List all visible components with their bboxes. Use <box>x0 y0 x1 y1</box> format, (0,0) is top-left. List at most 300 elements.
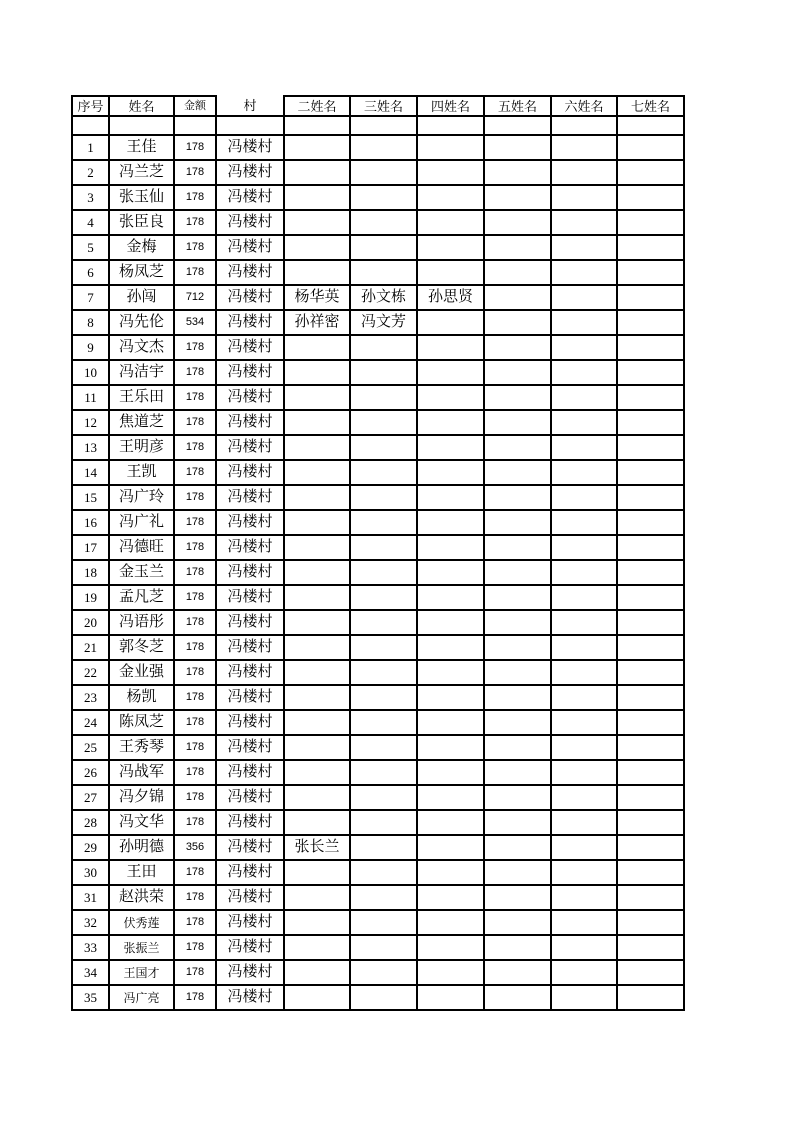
cell-extra-name-5 <box>484 585 551 610</box>
cell-extra-name-2 <box>284 160 350 185</box>
cell-extra-name-6 <box>551 985 617 1010</box>
cell-extra-name-6 <box>551 710 617 735</box>
cell-extra-name-5 <box>484 835 551 860</box>
cell-serial: 25 <box>72 735 109 760</box>
cell-village: 冯楼村 <box>216 260 284 285</box>
cell-amount: 178 <box>174 260 216 285</box>
cell-extra-name-7 <box>617 585 684 610</box>
cell-extra-name-7 <box>617 285 684 310</box>
cell-extra-name-3 <box>350 135 417 160</box>
cell-extra-name-5 <box>484 560 551 585</box>
cell-extra-name-6 <box>551 510 617 535</box>
spacer-row <box>72 116 684 135</box>
cell-extra-name-2 <box>284 935 350 960</box>
cell-serial: 28 <box>72 810 109 835</box>
cell-extra-name-2 <box>284 760 350 785</box>
table-row <box>72 610 684 635</box>
cell-serial: 33 <box>72 935 109 960</box>
cell-extra-name-4 <box>417 260 484 285</box>
cell-extra-name-5 <box>484 735 551 760</box>
cell-extra-name-3 <box>350 935 417 960</box>
cell-extra-name-3 <box>350 685 417 710</box>
cell-amount: 178 <box>174 910 216 935</box>
cell-extra-name-4 <box>417 760 484 785</box>
spacer-cell <box>109 116 174 135</box>
cell-extra-name-4 <box>417 160 484 185</box>
cell-extra-name-3 <box>350 835 417 860</box>
cell-extra-name-4 <box>417 910 484 935</box>
cell-name: 张玉仙 <box>109 185 174 210</box>
cell-extra-name-7 <box>617 835 684 860</box>
cell-extra-name-6 <box>551 335 617 360</box>
cell-amount: 178 <box>174 960 216 985</box>
cell-extra-name-2: 杨华英 <box>284 285 350 310</box>
cell-village: 冯楼村 <box>216 535 284 560</box>
cell-extra-name-4 <box>417 210 484 235</box>
cell-name: 冯文杰 <box>109 335 174 360</box>
table-row <box>72 835 684 860</box>
cell-extra-name-3 <box>350 735 417 760</box>
cell-name: 焦道芝 <box>109 410 174 435</box>
cell-extra-name-7 <box>617 310 684 335</box>
cell-extra-name-3 <box>350 910 417 935</box>
cell-name: 郭冬芝 <box>109 635 174 660</box>
cell-village: 冯楼村 <box>216 510 284 535</box>
table-row <box>72 635 684 660</box>
cell-amount: 178 <box>174 460 216 485</box>
cell-extra-name-2 <box>284 260 350 285</box>
cell-extra-name-4 <box>417 235 484 260</box>
cell-extra-name-7 <box>617 860 684 885</box>
cell-extra-name-3 <box>350 810 417 835</box>
cell-village: 冯楼村 <box>216 335 284 360</box>
spacer-cell <box>484 116 551 135</box>
cell-extra-name-3 <box>350 535 417 560</box>
cell-extra-name-6 <box>551 260 617 285</box>
cell-amount: 178 <box>174 610 216 635</box>
cell-village: 冯楼村 <box>216 460 284 485</box>
cell-extra-name-2 <box>284 610 350 635</box>
cell-extra-name-6 <box>551 610 617 635</box>
cell-extra-name-2 <box>284 210 350 235</box>
cell-extra-name-4 <box>417 635 484 660</box>
spacer-cell <box>350 116 417 135</box>
cell-extra-name-7 <box>617 935 684 960</box>
cell-extra-name-4 <box>417 710 484 735</box>
spacer-cell <box>617 116 684 135</box>
cell-village: 冯楼村 <box>216 735 284 760</box>
cell-extra-name-2 <box>284 335 350 360</box>
cell-name: 杨凯 <box>109 685 174 710</box>
cell-village: 冯楼村 <box>216 710 284 735</box>
cell-name: 孙闯 <box>109 285 174 310</box>
cell-village: 冯楼村 <box>216 410 284 435</box>
cell-serial: 16 <box>72 510 109 535</box>
cell-extra-name-6 <box>551 160 617 185</box>
cell-name: 王田 <box>109 860 174 885</box>
cell-serial: 20 <box>72 610 109 635</box>
cell-name: 冯文华 <box>109 810 174 835</box>
cell-extra-name-4 <box>417 485 484 510</box>
cell-extra-name-5 <box>484 360 551 385</box>
cell-extra-name-4 <box>417 335 484 360</box>
cell-extra-name-3 <box>350 335 417 360</box>
table-row <box>72 860 684 885</box>
cell-amount: 178 <box>174 710 216 735</box>
cell-extra-name-5 <box>484 885 551 910</box>
table-row <box>72 310 684 335</box>
cell-extra-name-5 <box>484 860 551 885</box>
cell-serial: 5 <box>72 235 109 260</box>
cell-amount: 178 <box>174 435 216 460</box>
cell-extra-name-4 <box>417 510 484 535</box>
cell-extra-name-5 <box>484 210 551 235</box>
table-row <box>72 760 684 785</box>
cell-extra-name-4 <box>417 185 484 210</box>
cell-village: 冯楼村 <box>216 135 284 160</box>
cell-extra-name-3 <box>350 435 417 460</box>
table-row <box>72 285 684 310</box>
cell-amount: 178 <box>174 510 216 535</box>
cell-extra-name-5 <box>484 985 551 1010</box>
cell-extra-name-3: 冯文芳 <box>350 310 417 335</box>
cell-extra-name-5 <box>484 960 551 985</box>
spacer-cell <box>174 116 216 135</box>
cell-name: 孙明德 <box>109 835 174 860</box>
cell-extra-name-3 <box>350 760 417 785</box>
table-row <box>72 185 684 210</box>
cell-amount: 178 <box>174 685 216 710</box>
cell-name: 金玉兰 <box>109 560 174 585</box>
cell-village: 冯楼村 <box>216 935 284 960</box>
cell-extra-name-6 <box>551 635 617 660</box>
cell-extra-name-7 <box>617 135 684 160</box>
cell-extra-name-3 <box>350 185 417 210</box>
cell-extra-name-5 <box>484 260 551 285</box>
cell-extra-name-5 <box>484 710 551 735</box>
cell-extra-name-7 <box>617 185 684 210</box>
cell-extra-name-7 <box>617 210 684 235</box>
table-row <box>72 210 684 235</box>
cell-serial: 22 <box>72 660 109 685</box>
cell-extra-name-6 <box>551 660 617 685</box>
cell-extra-name-5 <box>484 610 551 635</box>
cell-extra-name-6 <box>551 435 617 460</box>
cell-extra-name-4 <box>417 810 484 835</box>
cell-extra-name-3 <box>350 485 417 510</box>
cell-amount: 178 <box>174 735 216 760</box>
spacer-cell <box>551 116 617 135</box>
cell-name: 王乐田 <box>109 385 174 410</box>
cell-amount: 178 <box>174 335 216 360</box>
cell-extra-name-7 <box>617 660 684 685</box>
cell-name: 冯广亮 <box>109 985 174 1010</box>
cell-name: 冯战军 <box>109 760 174 785</box>
cell-extra-name-6 <box>551 760 617 785</box>
col-header-name5: 五姓名 <box>484 96 551 116</box>
cell-extra-name-2 <box>284 785 350 810</box>
cell-extra-name-4 <box>417 885 484 910</box>
col-header-name2: 二姓名 <box>284 96 350 116</box>
table-row <box>72 710 684 735</box>
table-row <box>72 585 684 610</box>
cell-extra-name-6 <box>551 485 617 510</box>
cell-name: 王秀琴 <box>109 735 174 760</box>
cell-extra-name-4 <box>417 410 484 435</box>
cell-serial: 35 <box>72 985 109 1010</box>
cell-amount: 356 <box>174 835 216 860</box>
table-row <box>72 485 684 510</box>
col-header-serial: 序号 <box>72 96 109 116</box>
col-header-name4: 四姓名 <box>417 96 484 116</box>
cell-extra-name-5 <box>484 160 551 185</box>
cell-serial: 31 <box>72 885 109 910</box>
cell-serial: 29 <box>72 835 109 860</box>
cell-extra-name-3 <box>350 385 417 410</box>
cell-amount: 178 <box>174 185 216 210</box>
cell-extra-name-6 <box>551 310 617 335</box>
cell-extra-name-5 <box>484 310 551 335</box>
cell-extra-name-7 <box>617 160 684 185</box>
cell-name: 冯夕锦 <box>109 785 174 810</box>
cell-village: 冯楼村 <box>216 210 284 235</box>
cell-extra-name-2 <box>284 460 350 485</box>
table-row <box>72 435 684 460</box>
cell-extra-name-4 <box>417 860 484 885</box>
cell-extra-name-6 <box>551 910 617 935</box>
cell-name: 冯广礼 <box>109 510 174 535</box>
cell-extra-name-4 <box>417 985 484 1010</box>
cell-serial: 17 <box>72 535 109 560</box>
cell-extra-name-2 <box>284 360 350 385</box>
cell-extra-name-6 <box>551 460 617 485</box>
cell-village: 冯楼村 <box>216 785 284 810</box>
cell-village: 冯楼村 <box>216 910 284 935</box>
cell-serial: 2 <box>72 160 109 185</box>
cell-extra-name-7 <box>617 710 684 735</box>
cell-serial: 27 <box>72 785 109 810</box>
cell-name: 冯先伦 <box>109 310 174 335</box>
header-row <box>72 96 684 116</box>
cell-extra-name-5 <box>484 635 551 660</box>
cell-name: 金业强 <box>109 660 174 685</box>
cell-extra-name-6 <box>551 685 617 710</box>
cell-extra-name-2: 张长兰 <box>284 835 350 860</box>
cell-extra-name-6 <box>551 135 617 160</box>
cell-extra-name-4: 孙思贤 <box>417 285 484 310</box>
cell-extra-name-7 <box>617 885 684 910</box>
cell-amount: 178 <box>174 635 216 660</box>
cell-amount: 178 <box>174 885 216 910</box>
cell-amount: 178 <box>174 210 216 235</box>
cell-extra-name-6 <box>551 210 617 235</box>
cell-extra-name-2 <box>284 485 350 510</box>
table-row <box>72 960 684 985</box>
col-header-village: 村 <box>216 96 284 116</box>
table-row <box>72 985 684 1010</box>
cell-amount: 178 <box>174 785 216 810</box>
cell-village: 冯楼村 <box>216 610 284 635</box>
cell-extra-name-7 <box>617 460 684 485</box>
cell-extra-name-3 <box>350 460 417 485</box>
cell-extra-name-3 <box>350 860 417 885</box>
cell-name: 陈凤芝 <box>109 710 174 735</box>
cell-amount: 178 <box>174 535 216 560</box>
cell-extra-name-6 <box>551 785 617 810</box>
table-row <box>72 235 684 260</box>
cell-name: 王佳 <box>109 135 174 160</box>
cell-extra-name-4 <box>417 310 484 335</box>
table-row <box>72 935 684 960</box>
cell-name: 张振兰 <box>109 935 174 960</box>
cell-extra-name-2 <box>284 910 350 935</box>
cell-extra-name-5 <box>484 810 551 835</box>
cell-name: 冯语彤 <box>109 610 174 635</box>
cell-extra-name-7 <box>617 960 684 985</box>
cell-village: 冯楼村 <box>216 985 284 1010</box>
cell-extra-name-4 <box>417 785 484 810</box>
cell-name: 赵洪荣 <box>109 885 174 910</box>
cell-serial: 6 <box>72 260 109 285</box>
cell-village: 冯楼村 <box>216 185 284 210</box>
table-body <box>72 135 684 1010</box>
col-header-name7: 七姓名 <box>617 96 684 116</box>
cell-amount: 178 <box>174 985 216 1010</box>
cell-extra-name-7 <box>617 485 684 510</box>
cell-name: 伏秀莲 <box>109 910 174 935</box>
cell-village: 冯楼村 <box>216 485 284 510</box>
cell-extra-name-5 <box>484 910 551 935</box>
cell-extra-name-2 <box>284 410 350 435</box>
cell-village: 冯楼村 <box>216 560 284 585</box>
cell-extra-name-5 <box>484 935 551 960</box>
cell-extra-name-2 <box>284 885 350 910</box>
cell-name: 冯洁宇 <box>109 360 174 385</box>
table-row <box>72 810 684 835</box>
cell-extra-name-7 <box>617 735 684 760</box>
table-row <box>72 160 684 185</box>
cell-amount: 178 <box>174 935 216 960</box>
cell-extra-name-5 <box>484 435 551 460</box>
cell-extra-name-3 <box>350 560 417 585</box>
cell-extra-name-6 <box>551 185 617 210</box>
table-row <box>72 335 684 360</box>
cell-serial: 30 <box>72 860 109 885</box>
table-row <box>72 510 684 535</box>
cell-extra-name-7 <box>617 335 684 360</box>
cell-serial: 1 <box>72 135 109 160</box>
cell-extra-name-3 <box>350 260 417 285</box>
cell-extra-name-5 <box>484 460 551 485</box>
cell-village: 冯楼村 <box>216 860 284 885</box>
cell-extra-name-2 <box>284 860 350 885</box>
cell-serial: 3 <box>72 185 109 210</box>
table-row <box>72 785 684 810</box>
spacer-cell <box>216 116 284 135</box>
table-row <box>72 460 684 485</box>
cell-amount: 178 <box>174 360 216 385</box>
cell-name: 王国才 <box>109 960 174 985</box>
cell-amount: 178 <box>174 410 216 435</box>
cell-extra-name-3 <box>350 585 417 610</box>
cell-extra-name-3 <box>350 885 417 910</box>
cell-extra-name-5 <box>484 385 551 410</box>
cell-extra-name-4 <box>417 960 484 985</box>
cell-extra-name-7 <box>617 685 684 710</box>
spacer-cell <box>72 116 109 135</box>
cell-extra-name-4 <box>417 610 484 635</box>
cell-extra-name-3 <box>350 660 417 685</box>
cell-extra-name-5 <box>484 535 551 560</box>
cell-name: 张臣良 <box>109 210 174 235</box>
cell-serial: 21 <box>72 635 109 660</box>
cell-extra-name-5 <box>484 660 551 685</box>
cell-name: 冯广玲 <box>109 485 174 510</box>
cell-extra-name-5 <box>484 185 551 210</box>
cell-serial: 12 <box>72 410 109 435</box>
cell-extra-name-4 <box>417 685 484 710</box>
cell-serial: 34 <box>72 960 109 985</box>
cell-amount: 534 <box>174 310 216 335</box>
cell-extra-name-6 <box>551 585 617 610</box>
cell-extra-name-6 <box>551 235 617 260</box>
cell-extra-name-7 <box>617 810 684 835</box>
cell-extra-name-3 <box>350 710 417 735</box>
cell-extra-name-6 <box>551 360 617 385</box>
cell-extra-name-3 <box>350 410 417 435</box>
cell-extra-name-6 <box>551 885 617 910</box>
cell-extra-name-2 <box>284 635 350 660</box>
cell-extra-name-5 <box>484 685 551 710</box>
cell-extra-name-7 <box>617 510 684 535</box>
cell-extra-name-2 <box>284 685 350 710</box>
cell-extra-name-7 <box>617 985 684 1010</box>
cell-name: 王明彦 <box>109 435 174 460</box>
cell-extra-name-6 <box>551 385 617 410</box>
cell-extra-name-6 <box>551 835 617 860</box>
cell-extra-name-3 <box>350 635 417 660</box>
cell-amount: 178 <box>174 810 216 835</box>
cell-extra-name-6 <box>551 960 617 985</box>
cell-extra-name-5 <box>484 785 551 810</box>
cell-extra-name-7 <box>617 910 684 935</box>
cell-village: 冯楼村 <box>216 435 284 460</box>
cell-extra-name-7 <box>617 410 684 435</box>
cell-village: 冯楼村 <box>216 235 284 260</box>
spacer-cell <box>284 116 350 135</box>
table-row <box>72 735 684 760</box>
cell-extra-name-3 <box>350 510 417 535</box>
cell-name: 冯德旺 <box>109 535 174 560</box>
cell-village: 冯楼村 <box>216 835 284 860</box>
cell-serial: 10 <box>72 360 109 385</box>
cell-extra-name-4 <box>417 460 484 485</box>
cell-extra-name-6 <box>551 285 617 310</box>
cell-extra-name-2: 孙祥密 <box>284 310 350 335</box>
cell-extra-name-3 <box>350 610 417 635</box>
cell-extra-name-3 <box>350 235 417 260</box>
cell-amount: 178 <box>174 585 216 610</box>
cell-amount: 178 <box>174 135 216 160</box>
cell-extra-name-4 <box>417 135 484 160</box>
col-header-name6: 六姓名 <box>551 96 617 116</box>
table-row <box>72 660 684 685</box>
cell-amount: 178 <box>174 560 216 585</box>
table-row <box>72 410 684 435</box>
cell-serial: 23 <box>72 685 109 710</box>
cell-serial: 8 <box>72 310 109 335</box>
cell-amount: 712 <box>174 285 216 310</box>
